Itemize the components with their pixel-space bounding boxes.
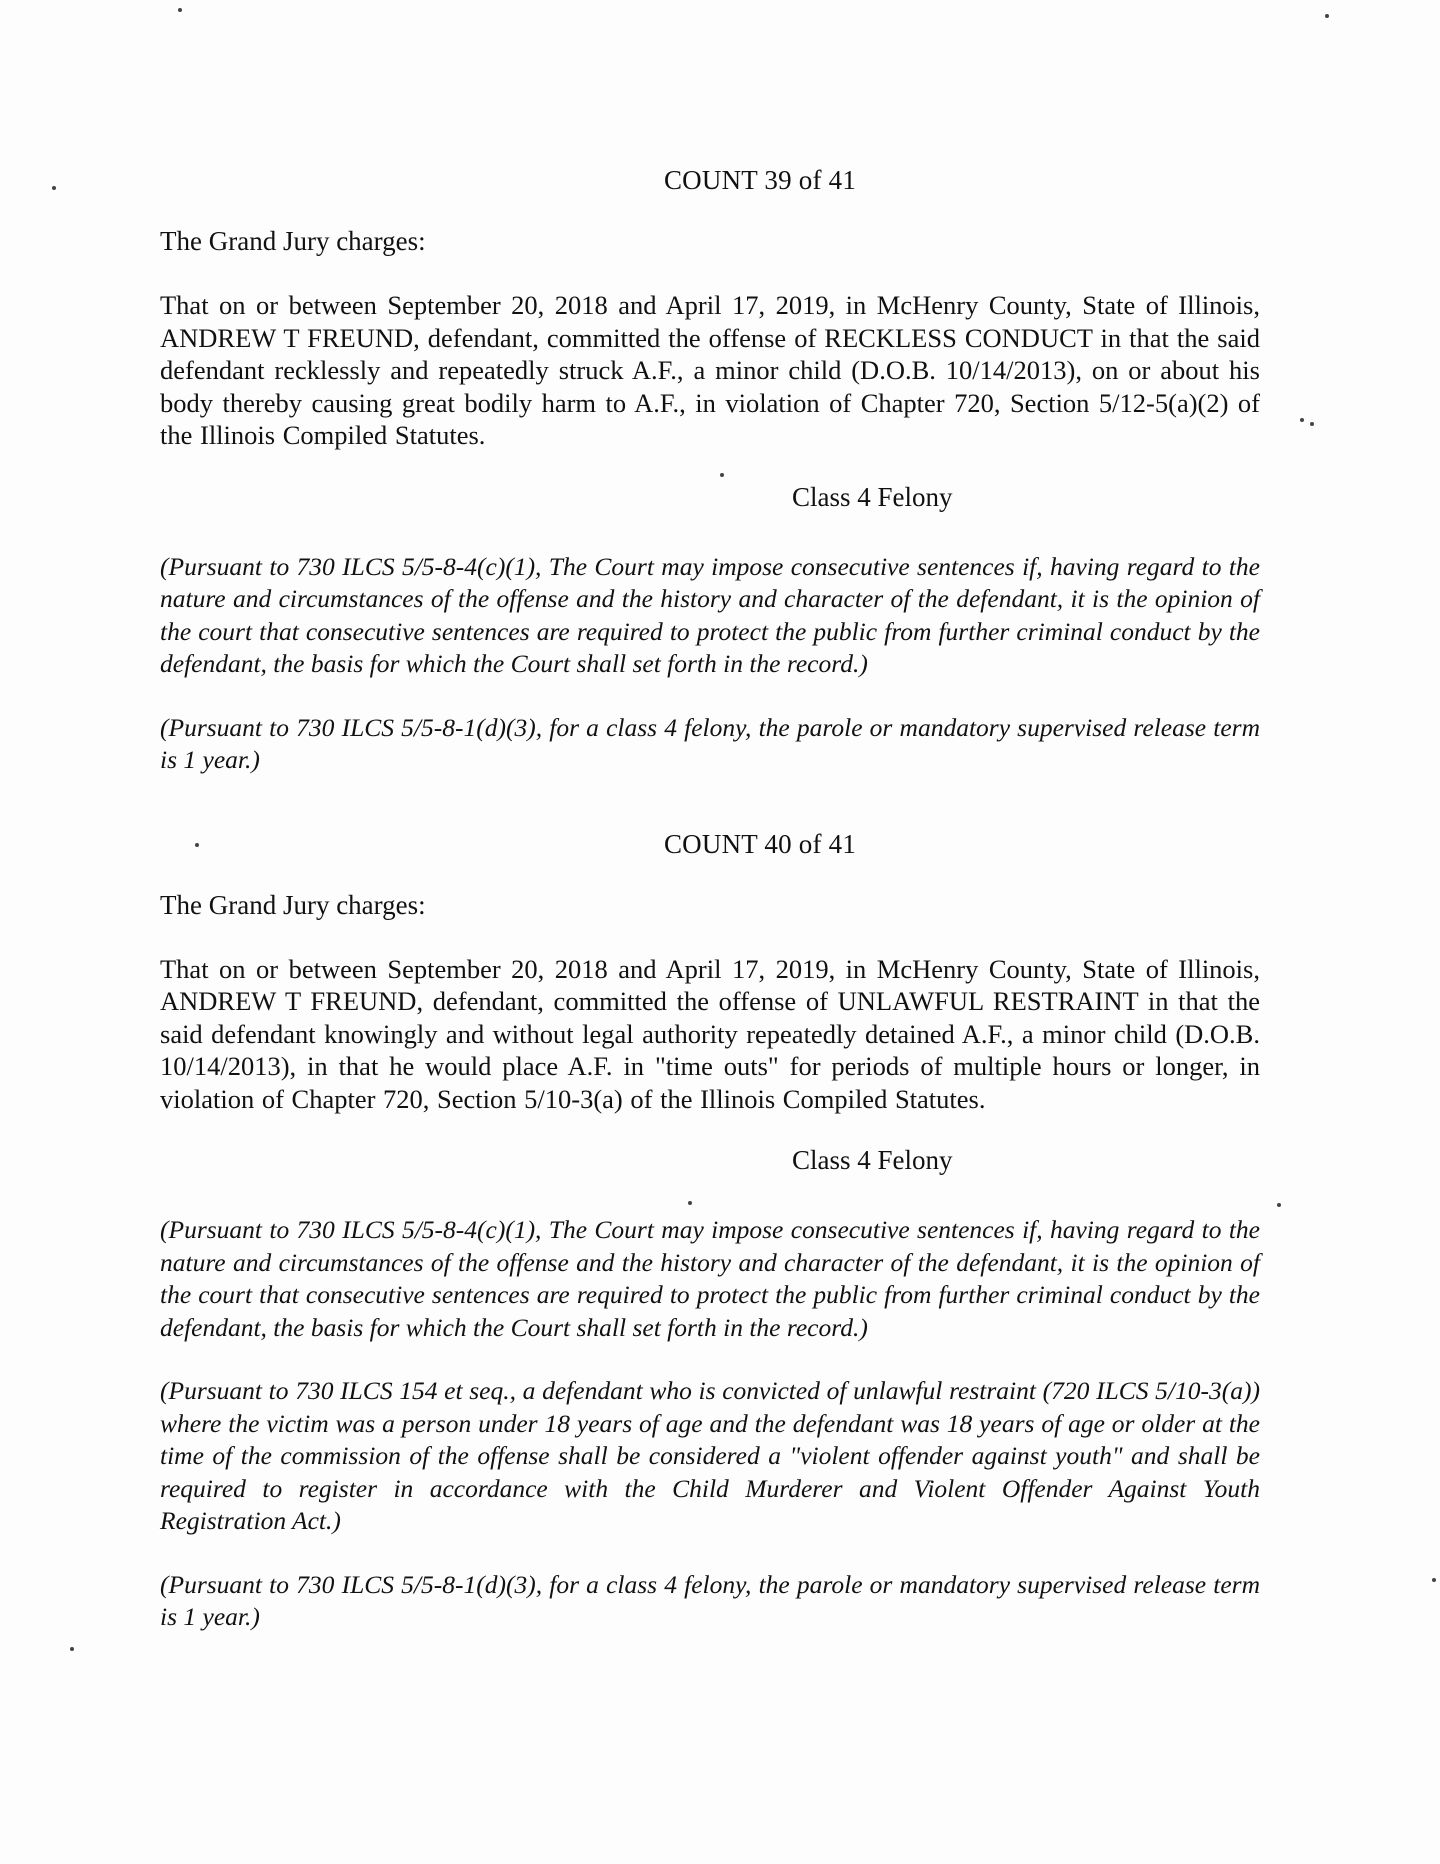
felony-class: Class 4 Felony <box>792 481 953 512</box>
sentencing-note: (Pursuant to 730 ILCS 154 et seq., a defendant who is convicted of unlawful restraint (720 ILCS 5/10-3(a)) where the victim was a person under 18 years of age and the defendant was 18 years of age or older at the time of the commission of the offense shall be considered a "violent offender against youth" and shall be required to register in accordance with the Child Murderer and Violent Offender Against Youth Registration Act.) <box>160 1376 1260 1535</box>
scan-speck <box>1310 422 1314 426</box>
felony-class: Class 4 Felony <box>792 1145 953 1175</box>
grand-jury-intro: The Grand Jury charges: <box>160 889 426 920</box>
scan-speck <box>70 1647 74 1651</box>
charge-paragraph: That on or between September 20, 2018 and April 17, 2019, in McHenry County, State of Illinois, ANDREW T FREUND, defendant, committed the offense of UNLAWFUL RESTRAINT in that the said defendant knowingly and without legal authority repeatedly detained A.F., a minor child (D.O.B. 10/14/2013), in that he would place A.F. in "time outs" for periods of multiple hours or longer, in violation of Chapter 720, Section 5/10-3(a) of the Illinois Compiled Statutes. <box>160 953 1260 1114</box>
scan-speck <box>178 8 182 12</box>
scan-speck <box>1432 1578 1436 1582</box>
sentencing-note: (Pursuant to 730 ILCS 5/5-8-4(c)(1), The Court may impose consecutive sentences if, having regard to the nature and circumstances of the offense and the history and character of the defendant, it is the opinion of the court that consecutive sentences are required to protect the public from further criminal conduct by the defendant, the basis for which the Court shall set forth in the record.) <box>160 551 1260 678</box>
count-heading: COUNT 40 of 41 <box>663 828 857 859</box>
document-body <box>160 165 1260 1665</box>
scan-speck <box>52 186 56 190</box>
count-heading: COUNT 39 of 41 <box>663 165 857 195</box>
scan-speck <box>1277 1203 1281 1207</box>
sentencing-note: (Pursuant to 730 ILCS 5/5-8-4(c)(1), The Court may impose consecutive sentences if, having regard to the nature and circumstances of the offense and the history and character of the defendant, it is the opinion of the court that consecutive sentences are required to protect the public from further criminal conduct by the defendant, the basis for which the Court shall set forth in the record.) <box>160 1215 1260 1342</box>
count-section <box>160 165 1260 777</box>
grand-jury-intro: The Grand Jury charges: <box>160 226 426 256</box>
charge-paragraph: That on or between September 20, 2018 and April 17, 2019, in McHenry County, State of Illinois, ANDREW T FREUND, defendant, committed the offense of RECKLESS CONDUCT in that the said defendant recklessly and repeatedly struck A.F., a minor child (D.O.B. 10/14/2013), on or about his body thereby causing great bodily harm to A.F., in violation of Chapter 720, Section 5/12-5(a)(2) of the Illinois Compiled Statutes. <box>160 290 1260 450</box>
sentencing-note: (Pursuant to 730 ILCS 5/5-8-1(d)(3), for a class 4 felony, the parole or mandatory supervised release term is 1 year.) <box>160 712 1260 774</box>
scan-speck <box>1300 418 1304 422</box>
sentencing-note: (Pursuant to 730 ILCS 5/5-8-1(d)(3), for a class 4 felony, the parole or mandatory supervised release term is 1 year.) <box>160 1569 1260 1631</box>
count-section <box>160 829 1260 1634</box>
scan-speck <box>1325 14 1329 18</box>
